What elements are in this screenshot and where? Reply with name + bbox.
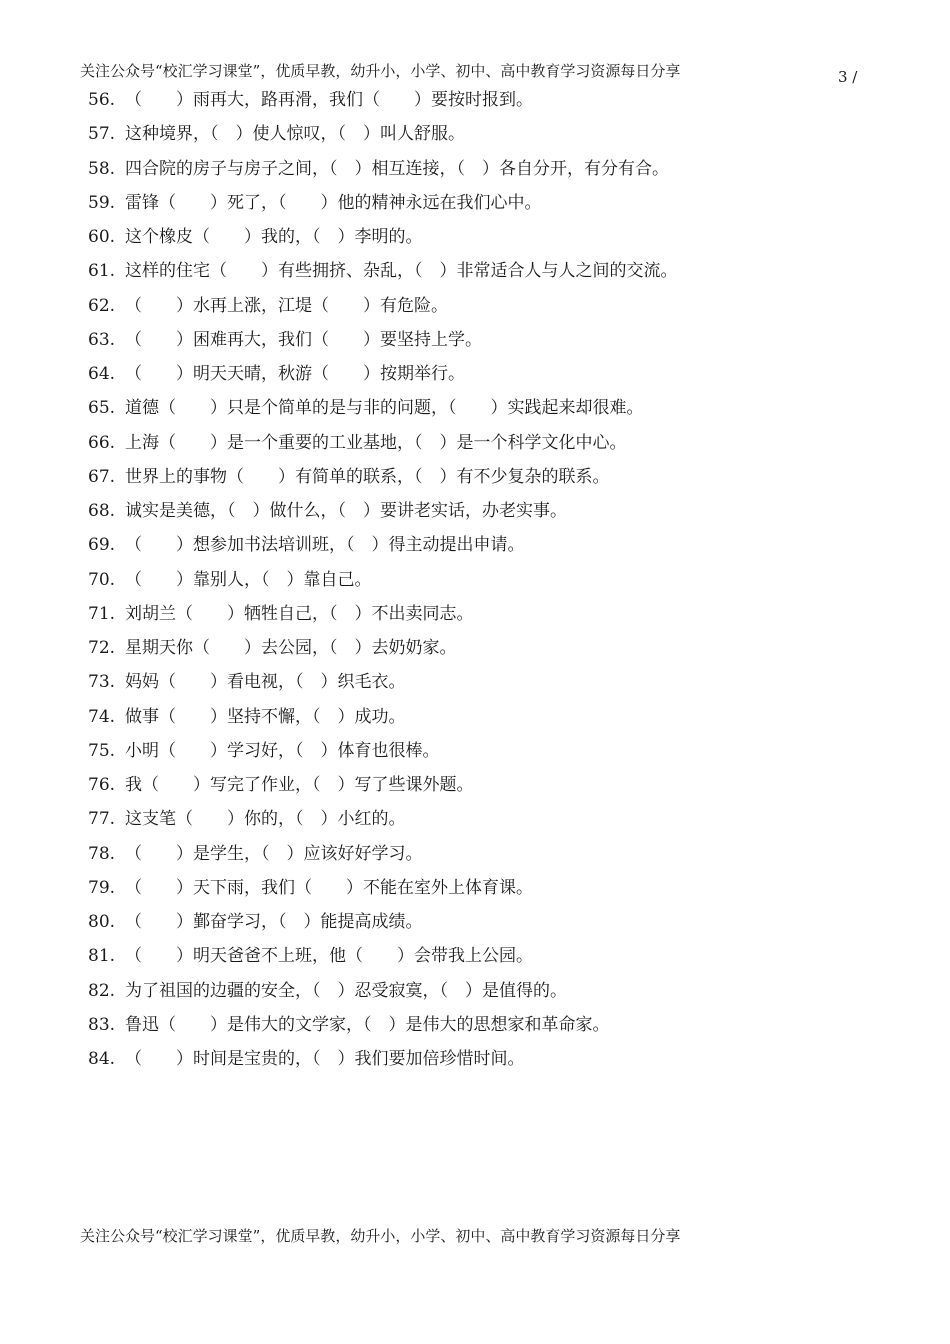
question-number: 65. [88,398,116,419]
question-item [88,974,678,1008]
question-number: 83. [88,1014,116,1035]
question-number: 73. [88,672,116,693]
question-text: 刘胡兰（ ）牺牲自己，（ ）不出卖同志。 [125,603,474,624]
question-number: 67. [88,466,116,487]
question-text: 这种境界，（ ）使人惊叹，（ ）叫人舒服。 [125,124,465,145]
question-item [88,152,678,186]
question-number: 72. [88,638,116,658]
question-item [88,357,678,391]
question-text: （ ）鄞奋学习，（ ）能提高成绩。 [125,912,423,932]
question-number: 80. [88,912,116,932]
question-text: 上海（ ）是一个重要的工业基地，（ ）是一个科学文化中心。 [125,432,627,453]
question-text: 鲁迅（ ）是伟大的文学家，（ ）是伟大的思想家和革命家。 [125,1014,610,1035]
question-text: 这样的住宅（ ）有些拥挤、杂乱，（ ）非常适合人与人之间的交流。 [125,261,678,282]
question-text: 妈妈（ ）看电视，（ ）织毛衣。 [125,672,406,693]
question-number: 61. [88,261,116,282]
question-text: （ ）雨再大，路再滑，我们（ ）要按时报到。 [125,90,533,110]
question-item [88,460,678,494]
question-text: 雷锋（ ）死了，（ ）他的精神永远在我们心中。 [125,192,542,213]
question-number: 75. [88,740,116,761]
question-item [88,905,678,939]
question-item [88,391,678,425]
question-text: （ ）困难再大，我们（ ）要坚持上学。 [125,329,482,350]
question-number: 63. [88,329,116,350]
question-number: 71. [88,603,116,624]
question-item [88,631,678,665]
question-text: （ ）想参加书法培训班，（ ）得主动提出申请。 [125,535,525,556]
question-number: 59. [88,192,116,213]
question-item [88,563,678,597]
question-text: 诚实是美德，（ ）做什么，（ ）要讲老实话，办老实事。 [125,501,567,521]
question-number: 77. [88,809,116,830]
question-number: 57. [88,124,116,145]
question-item [88,665,678,699]
question-number: 69. [88,535,116,556]
question-item [88,768,678,802]
question-number: 81. [88,946,116,967]
question-text: 道德（ ）只是个简单的是与非的问题，（ ）实践起来却很难。 [125,398,644,419]
question-item [88,802,678,836]
question-item [88,734,678,768]
question-number: 74. [88,706,116,727]
question-number: 68. [88,501,116,521]
question-text: （ ）时间是宝贵的，（ ）我们要加倍珍惜时间。 [125,1049,525,1069]
question-text: （ ）靠别人，（ ）靠自己。 [125,569,372,590]
question-item [88,494,678,528]
question-list [88,83,678,1076]
question-item [88,289,678,323]
question-item [88,186,678,220]
page-number: 3 / [838,68,858,86]
question-text: 世界上的事物（ ）有简单的联系，（ ）有不少复杂的联系。 [125,466,610,487]
question-number: 62. [88,295,116,316]
question-number: 64. [88,364,116,384]
question-number: 58. [88,158,116,179]
question-text: 这支笔（ ）你的，（ ）小红的。 [125,809,406,830]
question-item [88,323,678,357]
question-number: 78. [88,843,116,864]
question-text: 这个橡皮（ ）我的，（ ）李明的。 [125,227,423,247]
question-number: 76. [88,775,116,795]
question-item [88,83,678,117]
question-text: 为了祖国的边疆的安全，（ ）忍受寂寞，（ ）是值得的。 [125,980,567,1001]
question-item [88,220,678,254]
question-number: 60. [88,227,116,247]
question-text: 星期天你（ ）去公园，（ ）去奶奶家。 [125,638,457,658]
question-text: （ ）水再上涨，江堤（ ）有危险。 [125,295,448,316]
question-item [88,871,678,905]
question-number: 79. [88,877,116,898]
question-item [88,1008,678,1042]
question-number: 70. [88,569,116,590]
question-item [88,117,678,151]
question-item [88,1042,678,1076]
question-text: 我（ ）写完了作业，（ ）写了些课外题。 [125,775,474,795]
question-item [88,426,678,460]
question-number: 56. [88,90,116,110]
question-item [88,528,678,562]
question-text: （ ）明天天晴，秋游（ ）按期举行。 [125,364,465,384]
question-item [88,597,678,631]
question-text: （ ）天下雨，我们（ ）不能在室外上体育课。 [125,877,533,898]
question-number: 84. [88,1049,116,1069]
question-number: 82. [88,980,116,1001]
question-text: 小明（ ）学习好，（ ）体育也很棒。 [125,740,440,761]
question-text: （ ）是学生，（ ）应该好好学习。 [125,843,423,864]
page-footer: 关注公众号“校汇学习课堂”，优质早教，幼升小，小学、初中、高中教育学习资源每日分享 [80,1227,681,1245]
question-item [88,837,678,871]
question-text: 做事（ ）坚持不懈，（ ）成功。 [125,706,406,727]
question-item [88,254,678,288]
question-text: （ ）明天爸爸不上班，他（ ）会带我上公园。 [125,946,533,967]
question-number: 66. [88,432,116,453]
question-item [88,939,678,973]
question-item [88,700,678,734]
page-header: 关注公众号“校汇学习课堂”，优质早教，幼升小，小学、初中、高中教育学习资源每日分享 [80,62,681,80]
question-text: 四合院的房子与房子之间，（ ）相互连接，（ ）各自分开，有分有合。 [125,158,669,179]
